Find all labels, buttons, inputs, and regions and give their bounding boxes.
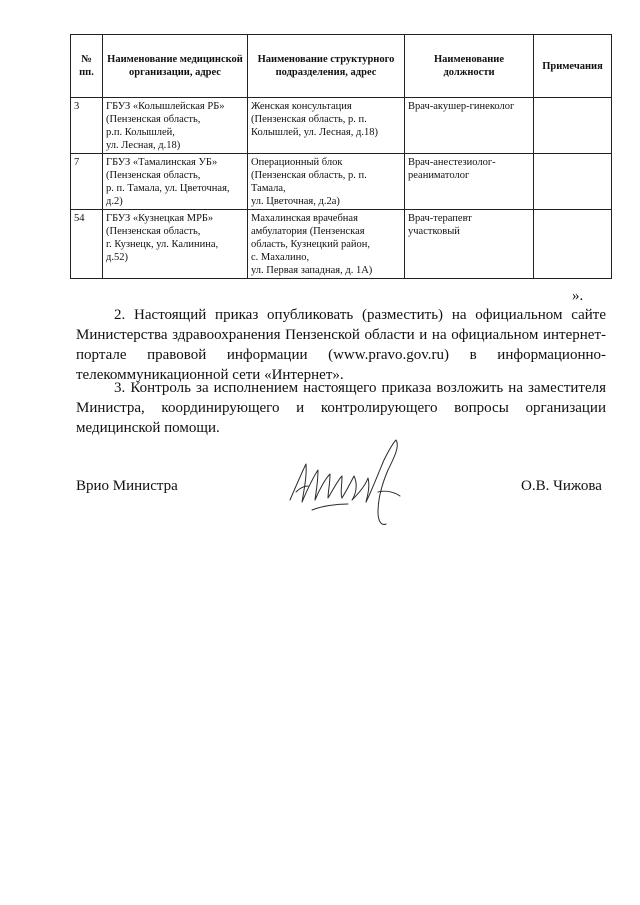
row-org: ГБУЗ «Тамалинская УБ» (Пензенская область, р. п. Тамала, ул. Цветочная, д.2) <box>103 154 248 210</box>
handwritten-signature-icon <box>282 430 412 535</box>
header-unit: Наименование структурного подразделения, адрес <box>248 35 405 98</box>
header-notes: Примечания <box>534 35 612 98</box>
row-unit: Операционный блок (Пензенская область, р. п. Тамала, ул. Цветочная, д.2а) <box>248 154 405 210</box>
signer-name: О.В. Чижова <box>521 478 602 494</box>
header-num: № пп. <box>71 35 103 98</box>
row-num: 3 <box>71 98 103 154</box>
row-position: Врач-анестезиолог- реаниматолог <box>405 154 534 210</box>
row-unit: Женская консультация (Пензенская область, р. п. Колышлей, ул. Лесная, д.18) <box>248 98 405 154</box>
closing-quote: ». <box>572 288 584 304</box>
row-notes <box>534 154 612 210</box>
table-row <box>71 210 612 279</box>
row-position: Врач-терапевт участковый <box>405 210 534 279</box>
staff-table <box>70 34 612 279</box>
paragraph-publish: 2. Настоящий приказ опубликовать (разместить) на официальном сайте Министерства здравоохранения Пензенской области и на официальном интернет-портале правовой информации (www.pravo.gov.ru) в информационно-телекоммуникационной сети «Интернет». <box>76 307 606 383</box>
row-notes <box>534 210 612 279</box>
row-position: Врач-акушер-гинеколог <box>405 98 534 154</box>
row-notes <box>534 98 612 154</box>
header-position: Наименование должности <box>405 35 534 98</box>
signer-title: Врио Министра <box>76 478 178 494</box>
header-org: Наименование медицинской организации, адрес <box>103 35 248 98</box>
table-row <box>71 154 612 210</box>
row-num: 7 <box>71 154 103 210</box>
row-org: ГБУЗ «Кузнецкая МРБ» (Пензенская область, г. Кузнецк, ул. Калинина, д.52) <box>103 210 248 279</box>
table-header-row <box>71 35 612 98</box>
row-org: ГБУЗ «Колышлейская РБ» (Пензенская область, р.п. Колышлей, ул. Лесная, д.18) <box>103 98 248 154</box>
row-unit: Махалинская врачебная амбулатория (Пензенская область, Кузнецкий район, с. Махалино, ул. Первая западная, д. 1А) <box>248 210 405 279</box>
row-num: 54 <box>71 210 103 279</box>
paragraph-control: 3. Контроль за исполнением настоящего приказа возложить на заместителя Министра, координирующего и контролирующего вопросы организации медицинской помощи. <box>76 380 606 436</box>
table-row <box>71 98 612 154</box>
